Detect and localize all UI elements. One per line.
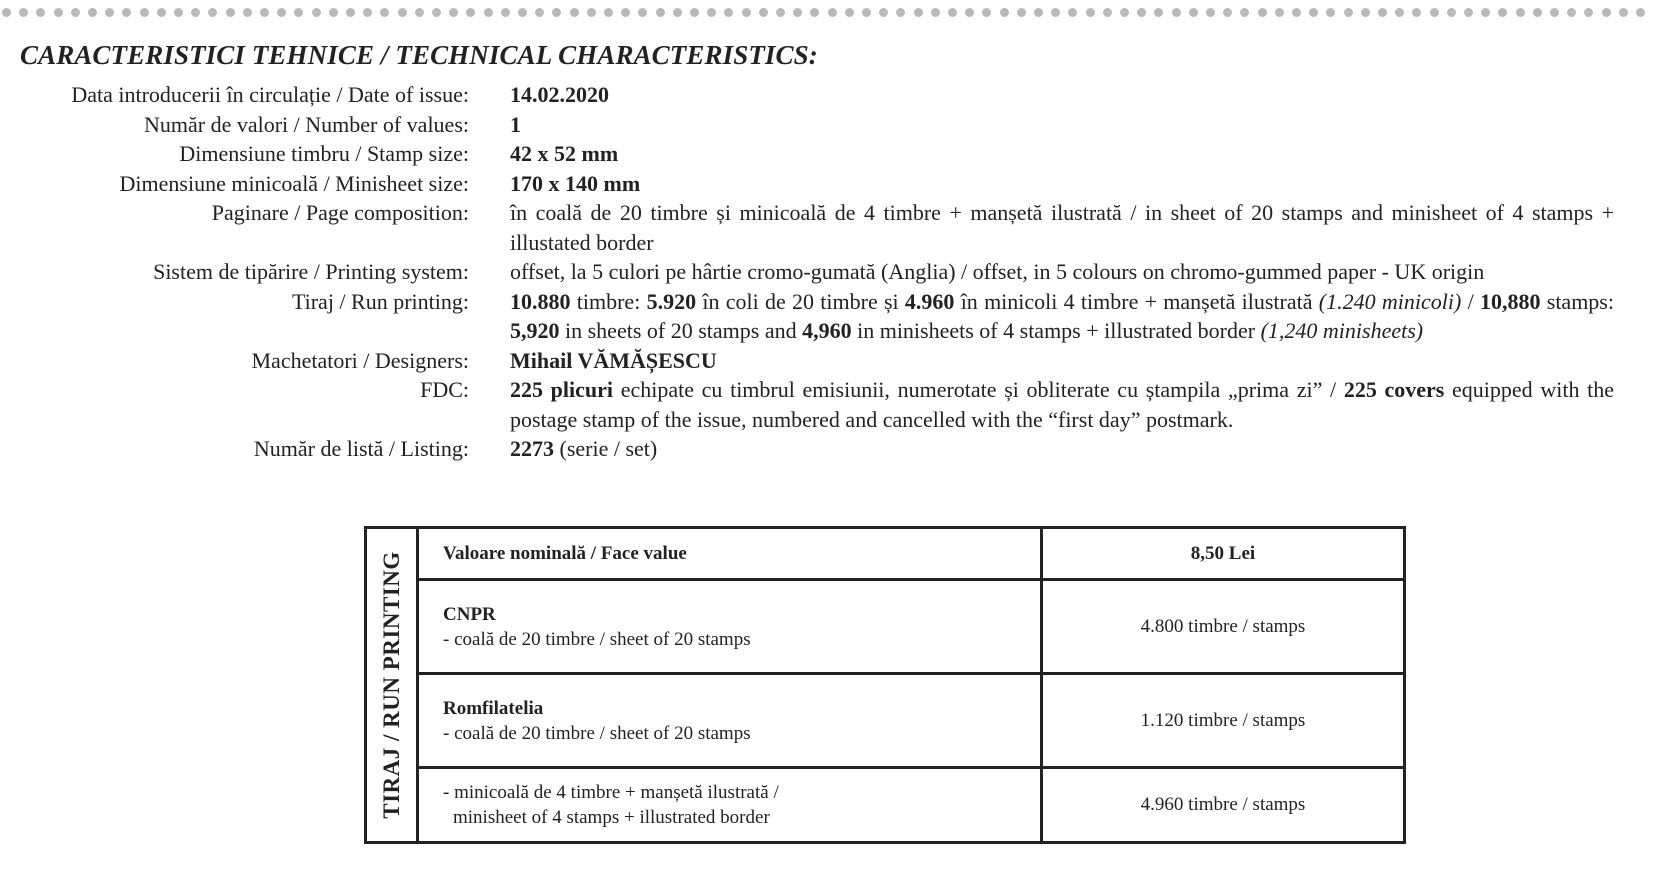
section-heading: CARACTERISTICI TEHNICE / TECHNICAL CHARACTERISTICS: <box>20 40 818 70</box>
table-row <box>419 581 1403 675</box>
separator-dot <box>54 8 63 17</box>
listing-number: 2273 <box>510 436 554 461</box>
separator-dot <box>157 8 166 17</box>
run-total-ro: 10.880 <box>510 288 571 314</box>
separator-dot <box>742 8 751 17</box>
separator-dot <box>948 8 957 17</box>
run-minisheet-count-en: (1,240 minisheets) <box>1260 318 1424 343</box>
table-cell-desc <box>419 675 1043 766</box>
separator-dot <box>690 8 699 17</box>
run-sheets-ro: 5.920 <box>646 288 697 314</box>
row-title: CNPR <box>443 603 496 625</box>
separator-dot <box>415 8 424 17</box>
separator-dot <box>1051 8 1060 17</box>
separator-dot <box>518 8 527 17</box>
minisheet-size-value: 170 x 140 mm <box>510 170 641 196</box>
row-title: Romfilatelia <box>443 697 544 719</box>
run-text: stamps: <box>1540 288 1614 314</box>
separator-dot <box>2 8 11 17</box>
separator-dot <box>656 8 665 17</box>
separator-dot <box>329 8 338 17</box>
separator-dot <box>1017 8 1026 17</box>
spec-label: Dimensiune minicoală / Minisheet size: <box>119 170 469 196</box>
dotted-separator <box>0 0 1657 22</box>
fdc-text: echipate cu timbrul emisiunii, numerotate și obliterate cu ștampila „prima zi” / <box>613 377 1344 402</box>
separator-dot <box>1361 8 1370 17</box>
face-value-label: Valoare nominală / Face value <box>419 529 1043 578</box>
table-side-column <box>367 529 419 841</box>
spec-label: Data introducerii în circulație / Date of issue: <box>71 82 469 107</box>
values-count: 1 <box>510 111 521 137</box>
separator-dot <box>1395 8 1404 17</box>
separator-dot <box>484 8 493 17</box>
spec-label: FDC: <box>420 377 469 402</box>
spec-label: Număr de valori / Number of values: <box>143 111 469 137</box>
separator-dot <box>1189 8 1198 17</box>
spec-value <box>510 80 1614 110</box>
separator-dot <box>260 8 269 17</box>
separator-dot <box>294 8 303 17</box>
separator-dot <box>191 8 200 17</box>
table-grid <box>419 529 1403 841</box>
row-desc: - coală de 20 timbre / sheet of 20 stamps <box>443 628 751 650</box>
run-minisheets-ro: 4.960 <box>904 288 955 314</box>
separator-dot <box>277 8 286 17</box>
technical-specs-list <box>0 80 1657 464</box>
separator-dot <box>707 8 716 17</box>
fdc-count-ro: 225 plicuri <box>510 377 614 402</box>
fdc-count-en: 225 covers <box>1343 377 1445 402</box>
row-desc-line: minisheet of 4 stamps + illustrated border <box>453 807 770 828</box>
table-header-row <box>419 529 1403 581</box>
spec-value <box>510 110 1614 140</box>
separator-dot <box>1602 8 1611 17</box>
date-value: 14.02.2020 <box>510 82 609 107</box>
separator-dot <box>1103 8 1112 17</box>
separator-dot <box>1481 8 1490 17</box>
separator-dot <box>1430 8 1439 17</box>
separator-dot <box>828 8 837 17</box>
spec-row-fdc <box>0 375 1657 434</box>
separator-dot <box>862 8 871 17</box>
separator-dot <box>638 8 647 17</box>
separator-dot <box>363 8 372 17</box>
separator-dot <box>1223 8 1232 17</box>
separator-dot <box>226 8 235 17</box>
separator-dot <box>1309 8 1318 17</box>
spec-row-printing-system <box>0 257 1657 287</box>
table-cell-desc <box>419 581 1043 672</box>
separator-dot <box>570 8 579 17</box>
separator-dot <box>88 8 97 17</box>
separator-dot <box>71 8 80 17</box>
separator-dot <box>1533 8 1542 17</box>
separator-dot <box>105 8 114 17</box>
run-minisheets-en: 4,960 <box>802 318 852 343</box>
spec-row-page-composition <box>0 198 1657 257</box>
separator-dot <box>1326 8 1335 17</box>
separator-dot <box>174 8 183 17</box>
separator-dot <box>965 8 974 17</box>
spec-value <box>510 287 1614 346</box>
spec-row-stamp-size <box>0 139 1657 169</box>
separator-dot <box>1292 8 1301 17</box>
spec-value <box>510 434 1614 464</box>
separator-dot <box>604 8 613 17</box>
separator-dot <box>312 8 321 17</box>
separator-dot <box>879 8 888 17</box>
separator-dot <box>931 8 940 17</box>
run-printing-table <box>364 526 1406 844</box>
row-value: 4.960 timbre / stamps <box>1140 794 1306 815</box>
separator-dot <box>621 8 630 17</box>
run-text: timbre: <box>570 288 647 314</box>
separator-dot <box>432 8 441 17</box>
separator-dot <box>1378 8 1387 17</box>
separator-dot <box>1120 8 1129 17</box>
separator-dot <box>1344 8 1353 17</box>
separator-dot <box>1584 8 1593 17</box>
spec-label: Tiraj / Run printing: <box>291 288 469 314</box>
separator-dot <box>36 8 45 17</box>
spec-row-date-of-issue <box>0 80 1657 110</box>
run-text: în minicoli 4 timbre + manșetă ilustrată <box>954 288 1319 314</box>
run-text: in minisheets of 4 stamps + illustrated border <box>851 318 1261 343</box>
separator-dot <box>535 8 544 17</box>
separator-dot <box>449 8 458 17</box>
separator-dot <box>1172 8 1181 17</box>
run-sheets-en: 5,920 <box>510 318 560 343</box>
separator-dot <box>1206 8 1215 17</box>
separator-dot <box>1412 8 1421 17</box>
separator-dot <box>1567 8 1576 17</box>
separator-dot <box>776 8 785 17</box>
separator-dot <box>140 8 149 17</box>
row-desc: - coală de 20 timbre / sheet of 20 stamps <box>443 722 751 744</box>
separator-dot <box>1619 8 1628 17</box>
separator-dot <box>552 8 561 17</box>
table-row <box>419 675 1403 769</box>
spec-row-designers <box>0 346 1657 376</box>
separator-dot <box>982 8 991 17</box>
separator-dot <box>398 8 407 17</box>
spec-row-run-printing <box>0 287 1657 346</box>
separator-dot <box>501 8 510 17</box>
table-side-label: TIRAJ / RUN PRINTING <box>378 551 404 819</box>
separator-dot <box>1086 8 1095 17</box>
separator-dot <box>810 8 819 17</box>
separator-dot <box>1137 8 1146 17</box>
separator-dot <box>1636 8 1645 17</box>
spec-row-minisheet-size <box>0 169 1657 199</box>
spec-value <box>510 346 1614 376</box>
separator-dot <box>380 8 389 17</box>
separator-dot <box>1447 8 1456 17</box>
separator-dot <box>346 8 355 17</box>
separator-dot <box>896 8 905 17</box>
separator-dot <box>587 8 596 17</box>
spec-value: în coală de 20 timbre și minicoală de 4 timbre + manșetă ilustrată / in sheet of 20 stamps and minisheet of 4 stamps + illustated border <box>510 200 1614 255</box>
separator-dot <box>724 8 733 17</box>
separator-dot <box>1498 8 1507 17</box>
table-row <box>419 769 1403 841</box>
separator-dot <box>1240 8 1249 17</box>
separator-dot <box>243 8 252 17</box>
separator-dot <box>1154 8 1163 17</box>
separator-dot <box>1000 8 1009 17</box>
separator-dot <box>19 8 28 17</box>
table-cell-desc <box>419 769 1043 841</box>
stamp-size-value: 42 x 52 mm <box>510 141 619 166</box>
row-value: 4.800 timbre / stamps <box>1140 615 1306 637</box>
separator-dot <box>122 8 131 17</box>
spec-value <box>510 375 1614 434</box>
spec-label: Număr de listă / Listing: <box>253 436 469 461</box>
listing-text: (serie / set) <box>554 436 658 461</box>
spec-row-number-of-values <box>0 110 1657 140</box>
run-minisheet-count-ro: (1.240 minicoli) <box>1318 288 1462 314</box>
spec-row-listing <box>0 434 1657 464</box>
separator-dot <box>1034 8 1043 17</box>
separator-dot <box>1068 8 1077 17</box>
separator-dot <box>1275 8 1284 17</box>
separator-dot <box>208 8 217 17</box>
separator-dot <box>759 8 768 17</box>
face-value-amount: 8,50 Lei <box>1190 542 1256 564</box>
spec-value <box>510 169 1614 199</box>
run-text: în coli de 20 timbre și <box>696 288 905 314</box>
spec-label: Sistem de tipărire / Printing system: <box>153 259 469 284</box>
separator-dot <box>914 8 923 17</box>
run-total-en: 10,880 <box>1479 288 1541 314</box>
spec-label: Paginare / Page composition: <box>211 200 469 225</box>
spec-label: Machetatori / Designers: <box>251 347 469 373</box>
row-desc-line: - minicoală de 4 timbre + manșetă ilustrată / <box>443 782 779 803</box>
row-value: 1.120 timbre / stamps <box>1140 709 1306 731</box>
spec-label: Dimensiune timbru / Stamp size: <box>179 141 469 166</box>
separator-dot <box>1464 8 1473 17</box>
designer-name: Mihail VĂMĂȘESCU <box>510 347 717 373</box>
separator-dot <box>793 8 802 17</box>
separator-dot <box>1516 8 1525 17</box>
run-text: in sheets of 20 stamps and <box>559 318 803 343</box>
separator-dot <box>845 8 854 17</box>
separator-dot <box>1258 8 1267 17</box>
separator-dot <box>673 8 682 17</box>
run-text: / <box>1461 288 1480 314</box>
spec-value: offset, la 5 culori pe hârtie cromo-gumată (Anglia) / offset, in 5 colours on chromo-gummed paper - UK origin <box>510 259 1485 284</box>
spec-value <box>510 139 1614 169</box>
separator-dot <box>1550 8 1559 17</box>
fdc-text: equipped with the postage stamp of the issue, numbered and cancelled with the “first day” postmark. <box>510 377 1614 432</box>
separator-dot <box>466 8 475 17</box>
